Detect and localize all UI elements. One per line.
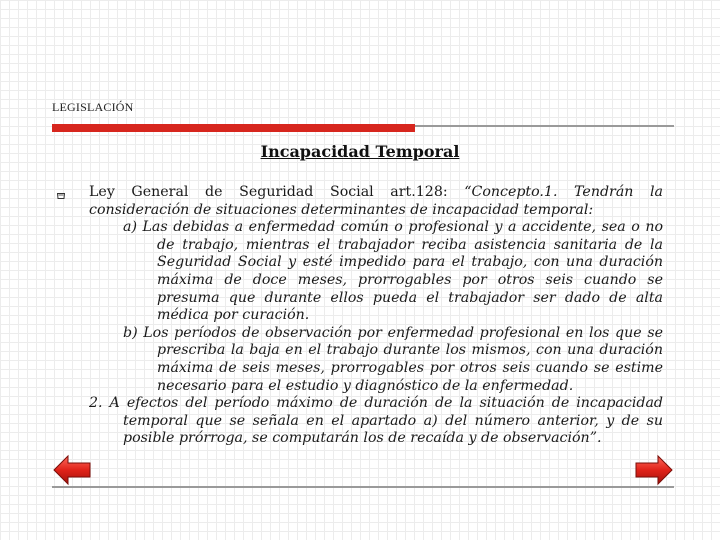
item-b-text: b) Los períodos de observación por enfermedad profesional en los que se prescriba la baja en el trabajo durante los mismos, con una duración máxima de seis meses, prorrogables por otros seis cuando se estime necesario para el estudio y diagnóstico de la enfermedad. bbox=[123, 324, 663, 394]
section-label: LEGISLACIÓN bbox=[52, 100, 134, 114]
item-a-text: a) Las debidas a enfermedad común o profesional y a accidente, sea o no de trabajo, mientras el trabajador reciba asistencia sanitaria de la Seguridad Social y esté impedido para el trabajo, con una duración máxima de doce meses, prorrogables por otros seis cuando se presuma que durante ellos pueda el trabajador ser dado de alta médica por curación. bbox=[123, 219, 663, 324]
lead-paragraph bbox=[89, 184, 663, 219]
item-2-text: 2. A efectos del período máximo de duración de la situación de incapacidad temporal que se señala en el apartado a) del número anterior, y de su posible prórroga, se computarán los de recaída y de observación”. bbox=[89, 395, 663, 447]
lead-text: Ley General de Seguridad Social art.128: bbox=[89, 184, 465, 200]
item-2 bbox=[89, 395, 663, 448]
slide-title bbox=[0, 142, 720, 161]
item-a bbox=[89, 219, 663, 325]
slide-body bbox=[89, 184, 663, 448]
right-arrow-icon[interactable] bbox=[634, 452, 674, 488]
header-accent-bar bbox=[52, 124, 415, 132]
slide-title-text: Incapacidad Temporal bbox=[260, 142, 460, 161]
footer-rule bbox=[52, 486, 674, 488]
left-arrow-icon[interactable] bbox=[52, 452, 92, 488]
bullet-icon bbox=[57, 192, 65, 200]
item-b bbox=[89, 325, 663, 395]
lead-quote: “Concepto.1. Tendrán la consideración de situaciones determinantes de incapacidad temporal: bbox=[89, 184, 663, 218]
